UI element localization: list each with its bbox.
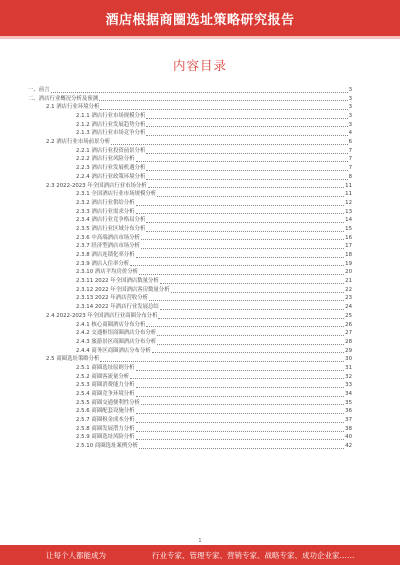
toc-entry-title: 2.3.10 酒店平均房价分析 xyxy=(76,269,138,276)
toc-entry-page: 38 xyxy=(345,425,352,432)
toc-entry-page: 3 xyxy=(348,113,352,120)
toc-entry[interactable] xyxy=(28,260,352,269)
toc-leader-dots xyxy=(146,222,344,223)
toc-entry[interactable] xyxy=(28,216,352,225)
toc-leader-dots xyxy=(136,439,345,440)
toc-entry[interactable] xyxy=(28,156,352,165)
toc-leader-dots xyxy=(141,239,344,240)
toc-entry[interactable] xyxy=(28,103,352,112)
toc-entry-title: 2.3.13 2022 年酒店营收分析 xyxy=(76,295,149,302)
toc-leader-dots xyxy=(171,292,345,293)
toc-entry-page: 24 xyxy=(345,304,352,311)
toc-entry[interactable] xyxy=(28,95,352,104)
toc-entry-page: 31 xyxy=(345,364,352,371)
toc-entry-page: 19 xyxy=(345,260,352,267)
toc-entry-title: 2.4.1 核心商圈酒店分布分析 xyxy=(76,321,146,328)
toc-entry[interactable] xyxy=(28,277,352,286)
toc-entry-page: 13 xyxy=(345,208,352,215)
toc-leader-dots xyxy=(160,283,344,284)
toc-entry[interactable] xyxy=(28,86,352,95)
toc-entry-title: 2.3.11 2022 年全国酒店数量分析 xyxy=(76,278,159,285)
toc-entry[interactable] xyxy=(28,434,352,443)
toc-entry[interactable] xyxy=(28,321,352,330)
toc-entry[interactable] xyxy=(28,268,352,277)
footer-slogan-left: 让每个人都能成为 xyxy=(46,551,106,560)
toc-entry[interactable] xyxy=(28,208,352,217)
toc-entry-page: 18 xyxy=(345,252,352,259)
toc-entry[interactable] xyxy=(28,199,352,208)
toc-entry[interactable] xyxy=(28,347,352,356)
toc-leader-dots xyxy=(146,179,347,180)
toc-entry[interactable] xyxy=(28,329,352,338)
toc-heading: 内容目录 xyxy=(172,58,227,73)
toc-entry-title: 2.5.9 商圈选址风险分析 xyxy=(76,434,135,441)
toc-entry[interactable] xyxy=(28,381,352,390)
toc-entry-title: 2.3.14 2022 年酒店行业发展总结 xyxy=(76,304,159,311)
toc-leader-dots xyxy=(136,431,345,432)
toc-leader-dots xyxy=(130,378,344,379)
toc-leader-dots xyxy=(146,118,347,119)
toc-entry-title: 2.3.8 酒店连锁化率分析 xyxy=(76,252,135,259)
toc-leader-dots xyxy=(99,100,347,101)
toc-entry[interactable] xyxy=(28,242,352,251)
toc-leader-dots xyxy=(160,309,344,310)
toc-entry[interactable] xyxy=(28,295,352,304)
toc-leader-dots xyxy=(157,335,344,336)
toc-entry-title: 2.2 酒店行业市场前景分析 xyxy=(46,139,111,146)
toc-entry-title: 2.3.4 酒店行业竞争格局分析 xyxy=(76,217,146,224)
toc-entry-title: 2.2.4 酒店行业政策环境分析 xyxy=(76,173,146,180)
toc-leader-dots xyxy=(136,257,345,258)
toc-entry[interactable] xyxy=(28,407,352,416)
toc-leader-dots xyxy=(157,196,344,197)
toc-leader-dots xyxy=(100,361,344,362)
toc-entry[interactable] xyxy=(28,112,352,121)
toc-entry[interactable] xyxy=(28,164,352,173)
toc-entry-page: 23 xyxy=(345,295,352,302)
toc-leader-dots xyxy=(146,126,347,127)
toc-entry-title: 2.3.12 2022 年全国酒店客房数量分析 xyxy=(76,286,170,293)
toc-entry[interactable] xyxy=(28,173,352,182)
toc-entry-page: 36 xyxy=(345,408,352,415)
toc-entry[interactable] xyxy=(28,390,352,399)
toc-leader-dots xyxy=(152,352,344,353)
toc-entry-page: 3 xyxy=(348,121,352,128)
toc-entry-title: 2.4 2022-2023 年全国酒店行业商圈分布分析 xyxy=(46,312,158,319)
toc-entry-title: 2.3 2022-2023 年全国酒店行业市场分析 xyxy=(46,182,147,189)
toc-leader-dots xyxy=(146,231,344,232)
toc-entry[interactable] xyxy=(28,303,352,312)
toc-entry[interactable] xyxy=(28,355,352,364)
toc-entry[interactable] xyxy=(28,286,352,295)
toc-entry-page: 40 xyxy=(345,434,352,441)
toc-entry[interactable] xyxy=(28,399,352,408)
toc-entry-title: 2.2.3 酒店行业发展机遇分析 xyxy=(76,165,146,172)
toc-leader-dots xyxy=(130,265,344,266)
toc-leader-dots xyxy=(136,396,345,397)
toc-entry[interactable] xyxy=(28,182,352,191)
toc-entry-title: 一、前言 xyxy=(28,86,50,93)
toc-entry-page: 30 xyxy=(345,356,352,363)
toc-leader-dots xyxy=(51,92,348,93)
toc-leader-dots xyxy=(141,404,344,405)
page-number: 1 xyxy=(198,538,202,544)
toc-entry-page: 7 xyxy=(348,156,352,163)
toc-leader-dots xyxy=(136,161,348,162)
toc-entry[interactable] xyxy=(28,425,352,434)
toc-entry[interactable] xyxy=(28,364,352,373)
toc-entry-page: 35 xyxy=(345,399,352,406)
toc-entry-page: 34 xyxy=(345,391,352,398)
toc-entry-title: 2.3.2 酒店行业供给分析 xyxy=(76,199,135,206)
toc-entry-page: 15 xyxy=(345,225,352,232)
toc-entry-page: 26 xyxy=(345,321,352,328)
toc-entry-title: 2.4.2 交通枢纽商圈酒店分布分析 xyxy=(76,330,157,337)
toc-entry-page: 12 xyxy=(345,199,352,206)
toc-entry-title: 2.2.2 酒店行业风险分析 xyxy=(76,156,135,163)
toc-entry-title: 2.3.1 全国酒店行业市场规模分析 xyxy=(76,191,157,198)
toc-entry-page: 7 xyxy=(348,147,352,154)
table-of-contents xyxy=(28,86,352,451)
toc-entry-page: 17 xyxy=(345,243,352,250)
toc-leader-dots xyxy=(136,205,345,206)
toc-entry-title: 2.5.3 商圈消费能力分析 xyxy=(76,382,135,389)
toc-entry[interactable] xyxy=(28,129,352,138)
toc-leader-dots xyxy=(136,422,345,423)
toc-entry-page: 33 xyxy=(345,382,352,389)
toc-entry-title: 2.5.7 商圈租金成本分析 xyxy=(76,417,135,424)
toc-entry[interactable] xyxy=(28,147,352,156)
toc-entry-page: 14 xyxy=(345,217,352,224)
toc-entry-title: 2.1 酒店行业环境分析 xyxy=(46,104,100,111)
toc-leader-dots xyxy=(136,370,345,371)
toc-entry-page: 6 xyxy=(348,139,352,146)
toc-entry-title: 2.1.3 酒店行业市场竞争分析 xyxy=(76,130,146,137)
toc-entry-page: 3 xyxy=(348,104,352,111)
toc-entry[interactable] xyxy=(28,442,352,451)
toc-entry-page: 11 xyxy=(345,191,352,198)
toc-entry-page: 4 xyxy=(348,130,352,137)
toc-entry[interactable] xyxy=(28,121,352,130)
toc-entry-page: 3 xyxy=(348,95,352,102)
toc-entry-page: 29 xyxy=(345,347,352,354)
header-divider xyxy=(0,36,400,39)
toc-leader-dots xyxy=(100,109,347,110)
toc-leader-dots xyxy=(139,274,344,275)
toc-entry-page: 28 xyxy=(345,338,352,345)
toc-entry[interactable] xyxy=(28,338,352,347)
toc-entry-title: 2.3.6 中高端酒店市场分析 xyxy=(76,234,140,241)
toc-entry-title: 2.5.8 商圈发展潜力分析 xyxy=(76,425,135,432)
toc-entry-title: 2.5.10 商圈选址案例分析 xyxy=(76,443,138,450)
toc-entry-title: 2.5.6 商圈配套设施分析 xyxy=(76,408,135,415)
toc-leader-dots xyxy=(149,300,344,301)
toc-entry-page: 20 xyxy=(345,269,352,276)
toc-leader-dots xyxy=(136,387,345,388)
footer-bar xyxy=(0,545,400,565)
toc-entry-page: 7 xyxy=(348,165,352,172)
toc-entry-page: 25 xyxy=(345,312,352,319)
toc-leader-dots xyxy=(148,187,344,188)
toc-entry[interactable] xyxy=(28,373,352,382)
footer-slogan-right: 行业专家、管理专家、营销专家、战略专家、成功企业家…… xyxy=(152,551,355,560)
toc-leader-dots xyxy=(111,144,347,145)
toc-leader-dots xyxy=(146,135,347,136)
toc-leader-dots xyxy=(136,213,345,214)
toc-entry-page: 22 xyxy=(345,286,352,293)
toc-entry-title: 2.5 商圈选址策略分析 xyxy=(46,356,100,363)
toc-entry-title: 2.3.7 经济型酒店市场分析 xyxy=(76,243,140,250)
toc-entry-title: 2.5.5 商圈交通便利性分析 xyxy=(76,399,140,406)
header-bar xyxy=(0,0,400,36)
toc-leader-dots xyxy=(141,248,344,249)
toc-entry-page: 37 xyxy=(345,417,352,424)
toc-entry-title: 2.3.3 酒店行业需求分析 xyxy=(76,208,135,215)
toc-entry[interactable] xyxy=(28,225,352,234)
toc-entry[interactable] xyxy=(28,416,352,425)
toc-entry-title: 2.5.1 商圈选址原则分析 xyxy=(76,364,135,371)
toc-entry-title: 2.5.4 商圈竞争环境分析 xyxy=(76,391,135,398)
toc-entry[interactable] xyxy=(28,138,352,147)
toc-entry-page: 21 xyxy=(345,278,352,285)
toc-entry-title: 2.4.3 旅游景区商圈酒店分布分析 xyxy=(76,338,157,345)
toc-leader-dots xyxy=(158,318,344,319)
toc-entry-title: 2.2.1 酒店行业投资前景分析 xyxy=(76,147,146,154)
toc-entry-page: 11 xyxy=(345,182,352,189)
page-title: 酒店根据商圈选址策略研究报告 xyxy=(105,13,295,28)
toc-entry-title: 2.3.9 酒店入住率分析 xyxy=(76,260,130,267)
toc-entry[interactable] xyxy=(28,190,352,199)
toc-entry-page: 16 xyxy=(345,234,352,241)
toc-leader-dots xyxy=(146,153,347,154)
toc-entry-page: 3 xyxy=(348,86,352,93)
toc-entry-page: 27 xyxy=(345,330,352,337)
toc-entry-page: 42 xyxy=(345,443,352,450)
toc-leader-dots xyxy=(136,413,345,414)
toc-entry-title: 2.5.2 商圈客流量分析 xyxy=(76,373,130,380)
toc-entry-title: 2.3.5 酒店行业区域分布分析 xyxy=(76,225,146,232)
toc-entry-page: 8 xyxy=(348,173,352,180)
toc-entry-title: 2.1.1 酒店行业市场规模分析 xyxy=(76,113,146,120)
toc-entry[interactable] xyxy=(28,234,352,243)
toc-entry-title: 2.4.4 商务区商圈酒店分布分析 xyxy=(76,347,151,354)
toc-leader-dots xyxy=(146,170,347,171)
toc-leader-dots xyxy=(139,448,344,449)
toc-entry-page: 32 xyxy=(345,373,352,380)
toc-entry[interactable] xyxy=(28,312,352,321)
toc-entry-title: 二、酒店行业概况分析及预测 xyxy=(28,95,99,102)
toc-leader-dots xyxy=(146,326,344,327)
toc-leader-dots xyxy=(157,344,344,345)
toc-entry[interactable] xyxy=(28,251,352,260)
toc-entry-title: 2.1.2 酒店行业发展趋势分析 xyxy=(76,121,146,128)
